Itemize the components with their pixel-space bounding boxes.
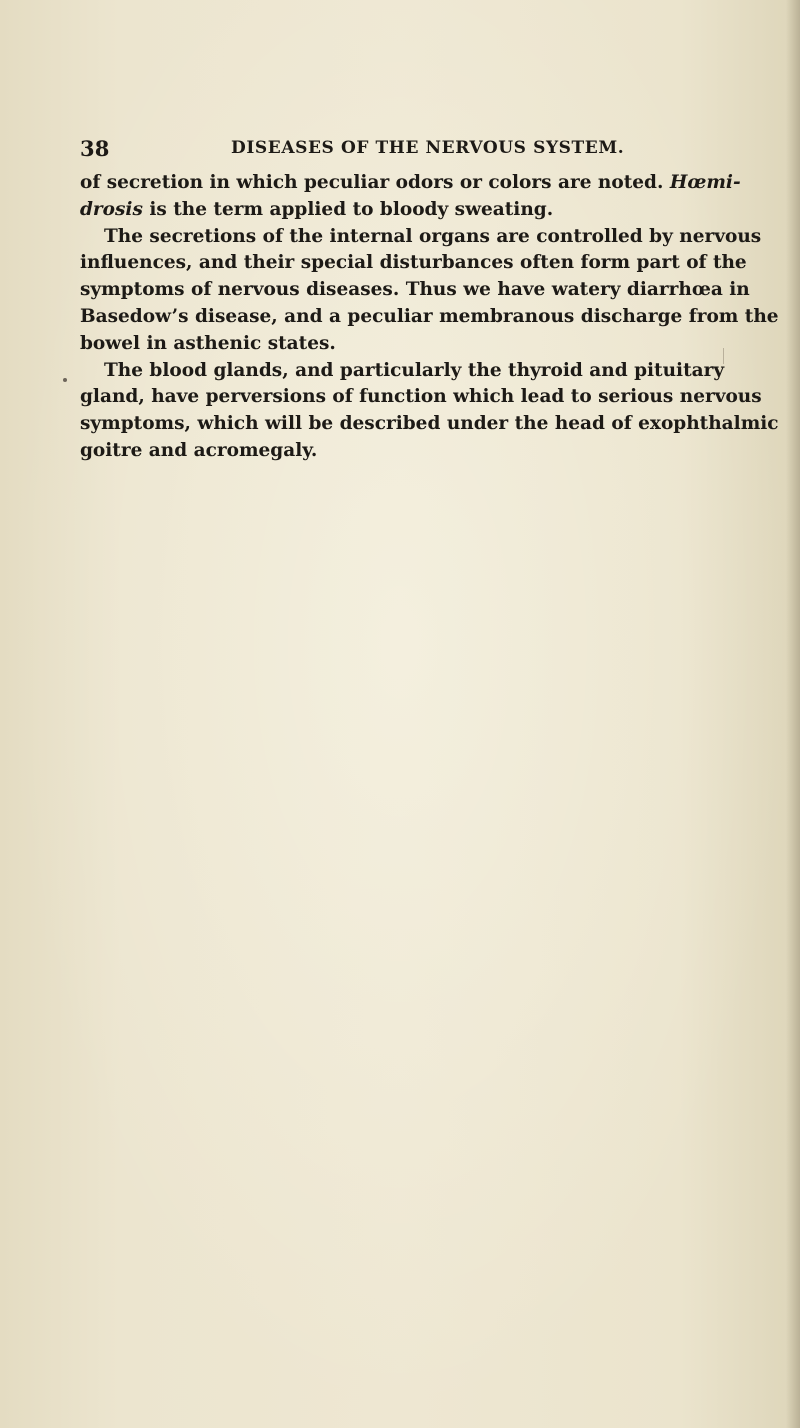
text-segment: is the term applied to bloody sweating. (149, 198, 554, 220)
text-line: Basedow’s disease, and a peculiar membranous discharge from the (80, 305, 779, 327)
body-text (80, 170, 779, 465)
italic-term: Hœmi- (669, 172, 741, 193)
italic-term: drosis (80, 198, 143, 220)
text-line: gland, have perversions of function which lead to serious nervous (80, 386, 762, 408)
text-line (80, 197, 730, 224)
text-line: bowel in asthenic states. (80, 332, 336, 354)
text-line: symptoms, which will be described under the head of exophthalmic (80, 413, 779, 435)
running-head: DISEASES OF THE NERVOUS SYSTEM. (231, 138, 625, 158)
text-line: influences, and their special disturbances often form part of the (80, 252, 747, 274)
text-line (80, 170, 741, 197)
page-number: 38 (80, 136, 110, 161)
text-segment: of secretion in which peculiar odors or colors are noted. (80, 172, 664, 193)
text-line: goitre and acromegaly. (80, 439, 318, 461)
paragraph-start-line: The secretions of the internal organs are controlled by nervous (104, 225, 762, 247)
page-edge-shadow (786, 0, 800, 1428)
text-line: symptoms of nervous diseases. Thus we have watery diarrhœa in (80, 279, 750, 301)
paragraph-start-line: The blood glands, and particularly the thyroid and pituitary (104, 359, 725, 381)
page-header (80, 136, 720, 166)
margin-dot (63, 378, 67, 382)
